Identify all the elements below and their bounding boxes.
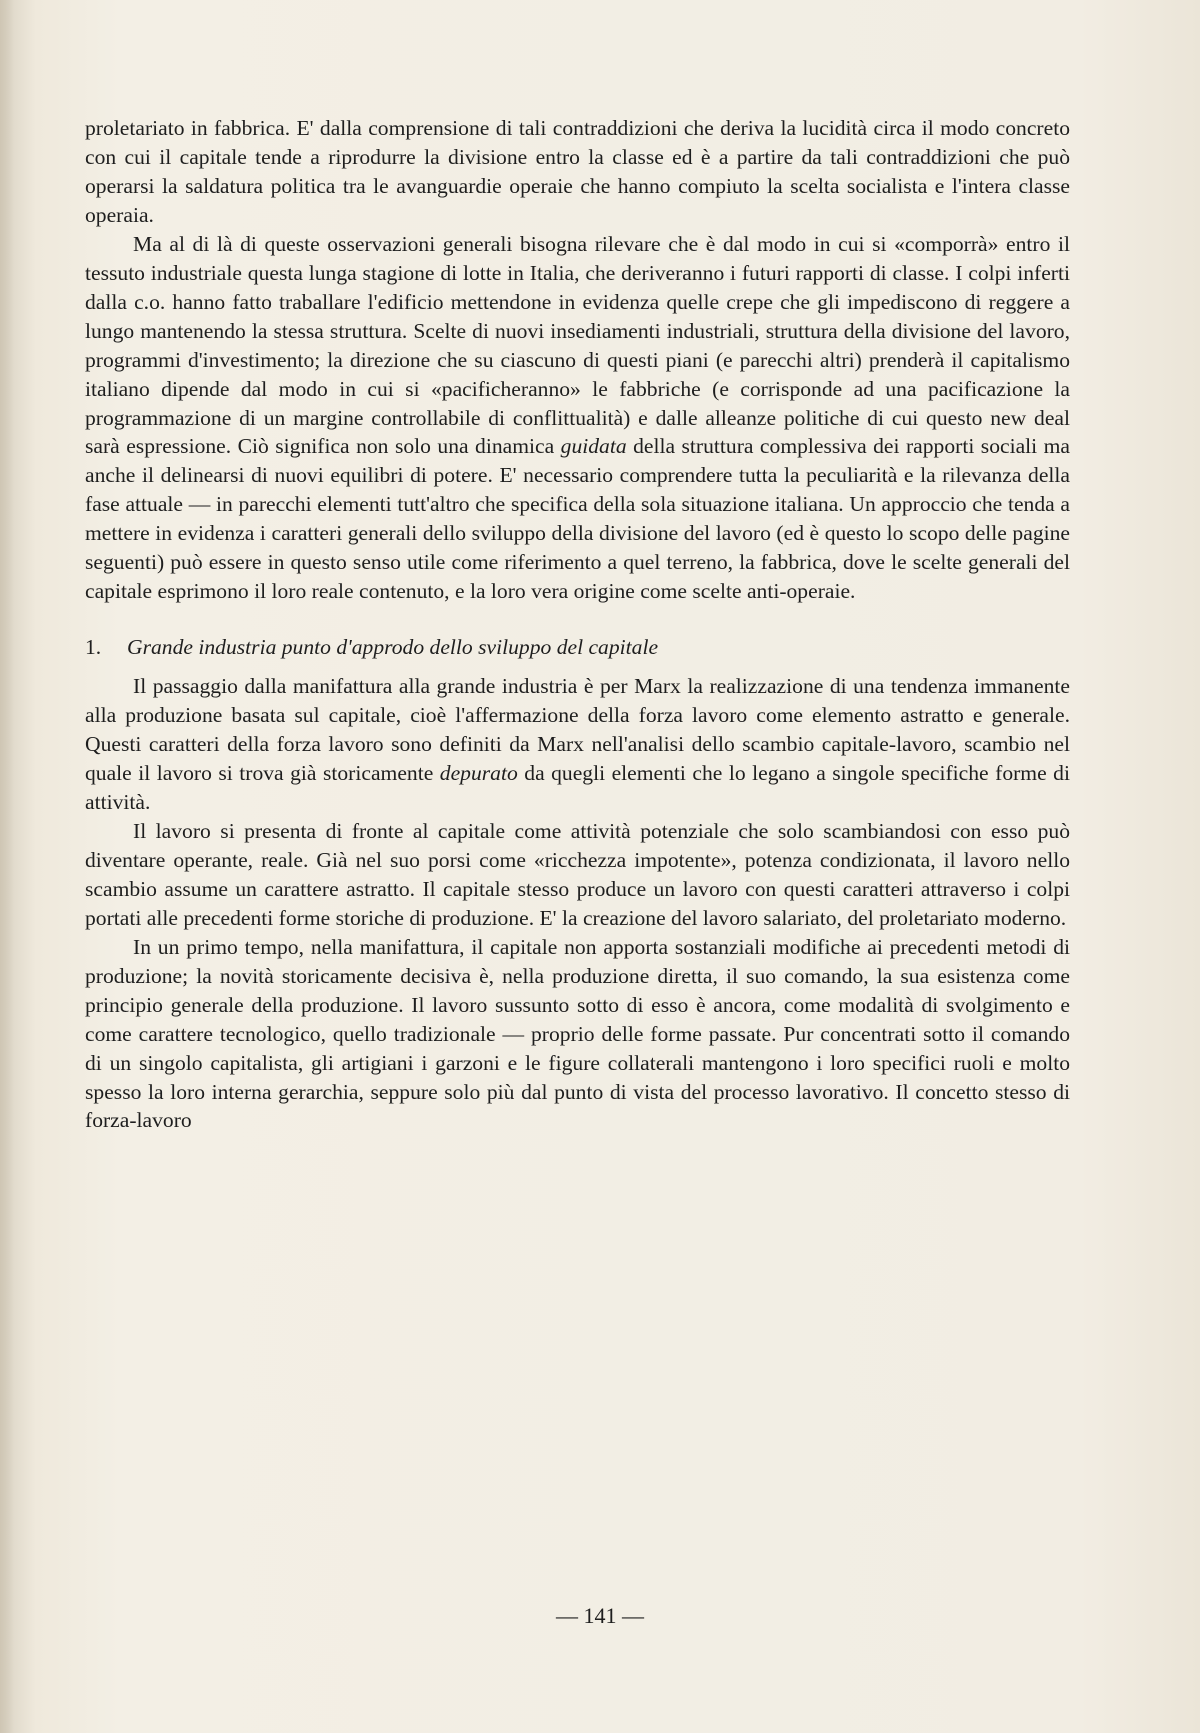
paragraph-2 — [85, 230, 1070, 606]
section-number: 1. — [85, 635, 102, 660]
section-heading — [85, 633, 1070, 662]
page-number: — 141 — — [556, 1603, 644, 1628]
paragraph-3-text-a: Il passaggio dalla manifattura alla grande industria è per Marx la realizzazione di una tendenza immanente alla produzione basata sul capitale, cioè l'affermazione della forza lavoro come elemento astratto e generale. Questi caratteri della forza lavoro sono definiti da Marx nell'analisi dello scambio capitale-lavoro, scambio nel quale il lavoro si trova già storicamente — [85, 674, 1070, 786]
paragraph-3-text-b: da quegli elementi che lo legano a singole specifiche forme di attività. — [85, 761, 1070, 814]
paragraph-2-emphasis: guidata — [560, 434, 627, 459]
paragraph-4: Il lavoro si presenta di fronte al capitale come attività potenziale che solo scambiandosi con esso può diventare operante, reale. Già nel suo porsi come «ricchezza impotente», potenza condizionata, il lavoro nello scambio assume un carattere astratto. Il capitale stesso produce un lavoro con questi caratteri attraverso i colpi portati alle precedenti forme storiche di produzione. E' la creazione del lavoro salariato, del proletariato moderno. — [85, 818, 1070, 930]
paragraph-2-text-a: Ma al di là di queste osservazioni generali bisogna rilevare che è dal modo in cui si «comporrà» entro il tessuto industriale questa lunga stagione di lotte in Italia, che deriveranno i futuri rapporti di classe. I colpi inferti dalla c.o. hanno fatto traballare l'edificio mettendone in evidenza quelle crepe che gli impediscono di reggere a lungo mantenendo la stessa struttura. Scelte di nuovi insediamenti industriali, struttura della divisione del lavoro, programmi d'investimento; la direzione che su ciascuno di questi piani (e parecchi altri) prenderà il capitalismo italiano dipende dal modo in cui si «pacificheranno» le fabbriche (e corrisponde ad una pacificazione la programmazione di un margine controllabile di conflittualità) e dalle alleanze politiche di cui questo new deal sarà espressione. Ciò significa non solo una dinamica — [85, 231, 1070, 459]
paragraph-3-emphasis: depurato — [439, 761, 518, 786]
paragraph-1: proletariato in fabbrica. E' dalla comprensione di tali contraddizioni che deriva la lucidità circa il modo concreto con cui il capitale tende a riprodurre la divisione entro la classe ed è a partire da tali contraddizioni che può operarsi la saldatura politica tra le avanguardie operaie che hanno compiuto la scelta socialista e l'intera classe operaia. — [85, 116, 1070, 227]
paragraph-2-text-b: della struttura complessiva dei rapporti sociali ma anche il delinearsi di nuovi equilibri di potere. E' necessario comprendere tutta la peculiarità e la rilevanza della fase attuale — in parecchi elementi tutt'altro che specifica della sola situazione italiana. Un approccio che tenda a mettere in evidenza i caratteri generali dello sviluppo della divisione del lavoro (ed è questo lo scopo delle pagine seguenti) può essere in questo senso utile come riferimento a quel terreno, la fabbrica, dove le scelte generali del capitale esprimono il loro reale contenuto, e la loro vera origine come scelte anti-operaie. — [85, 434, 1070, 604]
paragraph-3 — [85, 672, 1070, 817]
paragraph-5: In un primo tempo, nella manifattura, il capitale non apporta sostanziali modifiche ai precedenti metodi di produzione; la novità storicamente decisiva è, nella produzione diretta, il suo comando, la sua esistenza come principio generale della produzione. Il lavoro sussunto sotto di esso è ancora, come modalità di svolgimento e come carattere tecnologico, quello tradizionale — proprio delle forme passate. Pur concentrati sotto il comando di un singolo capitalista, gli artigiani i garzoni e le figure collaterali mantengono i loro specifici ruoli e molto spesso la loro interna gerarchia, seppure solo più dal punto di vista del processo lavorativo. Il concetto stesso di forza-lavoro — [85, 934, 1070, 1133]
section-title: Grande industria punto d'approdo dello sviluppo del capitale — [127, 635, 659, 660]
body-text — [85, 114, 1070, 1135]
